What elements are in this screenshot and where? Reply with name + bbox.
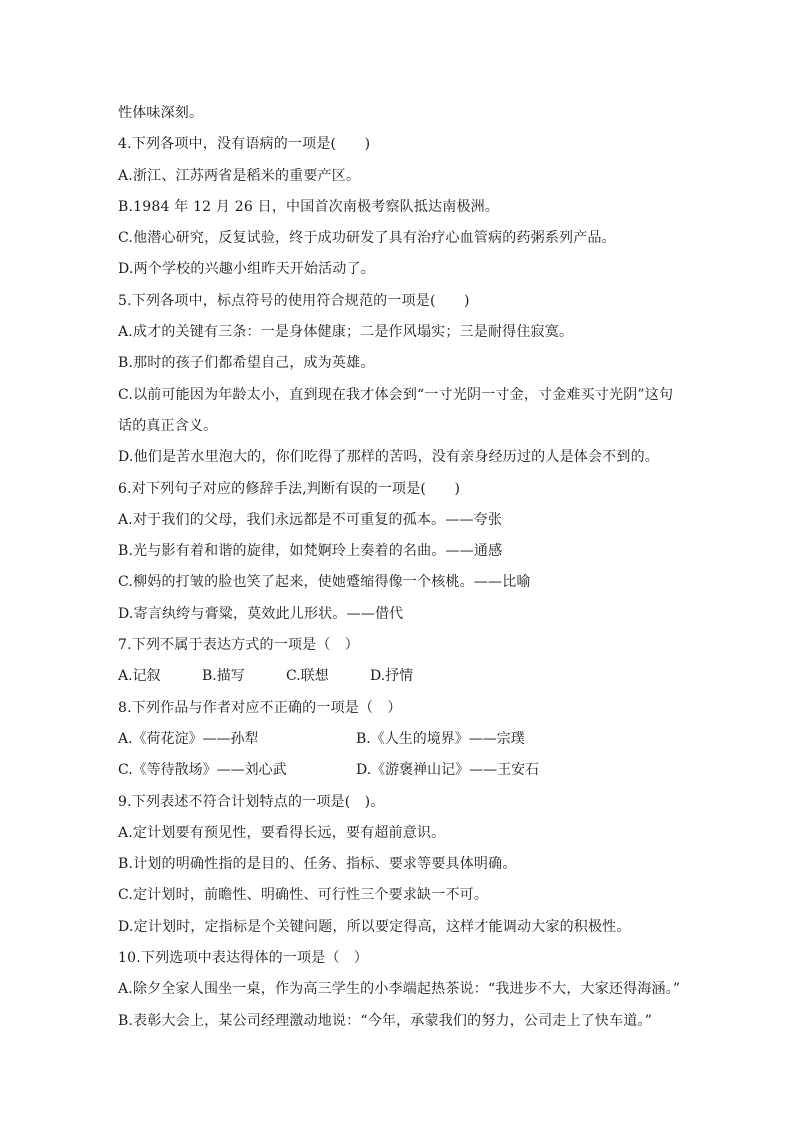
option-10b: B.表彰大会上，某公司经理激动地说：“今年，承蒙我们的努力，公司走上了快车道。” (118, 1012, 653, 1029)
question-5: 5.下列各项中，标点符号的使用符合规范的一项是( ) (118, 292, 470, 309)
option-5c-line1: C.以前可能因为年龄太小，直到现在我才体会到“一寸光阴一寸金，寸金难买寸光阴”这句 (118, 386, 674, 403)
question-10: 10.下列选项中表达得体的一项是（ ） (118, 950, 369, 967)
exam-page (118, 101, 688, 1040)
question-4: 4.下列各项中，没有语病的一项是( ) (118, 136, 371, 153)
option-6d: D.寄言纨绔与膏粱，莫效此儿形状。——借代 (118, 605, 404, 622)
option-6b: B.光与影有着和谐的旋律，如梵婀玲上奏着的名曲。——通感 (118, 543, 503, 560)
option-4b: B.1984 年 12 月 26 日，中国首次南极考察队抵达南极洲。 (118, 198, 500, 215)
option-9a: A.定计划要有预见性，要看得长远，要有超前意识。 (118, 824, 446, 841)
option-9d: D.定计划时，定指标是个关键问题，所以要定得高，这样才能调动大家的积极性。 (118, 918, 631, 935)
question-7: 7.下列不属于表达方式的一项是（ ） (118, 637, 359, 654)
option-7c: C.联想 (286, 668, 329, 685)
option-5d: D.他们是苦水里泡大的，你们吃得了那样的苦吗，没有亲身经历过的人是体会不到的。 (118, 449, 659, 466)
option-7b: B.描写 (202, 668, 245, 685)
option-4a: A.浙江、江苏两省是稻米的重要产区。 (118, 167, 361, 184)
question-9: 9.下列表述不符合计划特点的一项是( )。 (118, 793, 385, 810)
option-4c: C.他潜心研究，反复试验，终于成功研发了具有治疗心血管病的药粥系列产品。 (118, 230, 616, 247)
options-8-row1 (118, 727, 688, 758)
option-6c: C.柳妈的打皱的脸也笑了起来，使她蹙缩得像一个核桃。——比喻 (118, 574, 531, 591)
text-line: 性体味深刻。 (118, 105, 204, 121)
option-8d: D.《游褒禅山记》——王安石 (356, 762, 540, 779)
options-7-row (118, 664, 688, 695)
options-8-row2 (118, 758, 688, 789)
option-9c: C.定计划时，前瞻性、明确性、可行性三个要求缺一不可。 (118, 887, 489, 904)
option-8b: B.《人生的境界》——宗璞 (356, 730, 525, 747)
option-10a: A.除夕全家人围坐一桌，作为高三学生的小李端起热茶说：“我进步不大，大家还得海涵。” (118, 981, 681, 998)
option-7d: D.抒情 (370, 668, 414, 685)
option-5c-line2: 话的真正含义。 (118, 417, 218, 434)
option-8a: A.《荷花淀》——孙犁 (118, 730, 259, 747)
question-8: 8.下列作品与作者对应不正确的一项是（ ） (118, 699, 402, 716)
option-6a: A.对于我们的父母，我们永远都是不可重复的孤本。——夸张 (118, 511, 503, 528)
option-4d: D.两个学校的兴趣小组昨天开始活动了。 (118, 261, 375, 278)
option-5b: B.那时的孩子们都希望自己，成为英雄。 (118, 355, 375, 372)
option-5a: A.成才的关键有三条：一是身体健康；二是作风塌实；三是耐得住寂寞。 (118, 324, 574, 341)
question-6: 6.对下列句子对应的修辞手法,判断有误的一项是( ) (118, 480, 461, 497)
option-9b: B.计划的明确性指的是目的、任务、指标、要求等要具体明确。 (118, 856, 517, 873)
option-7a: A.记叙 (118, 668, 161, 685)
option-8c: C.《等待散场》——刘心武 (118, 762, 287, 779)
